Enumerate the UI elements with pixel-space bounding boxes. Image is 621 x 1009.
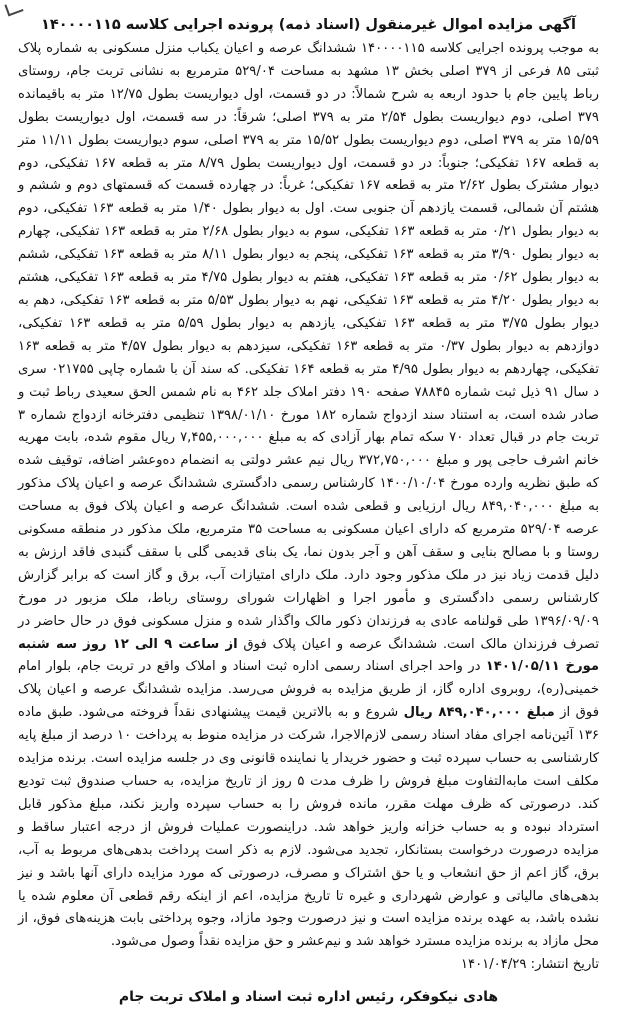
signature-line: هادی نیکوفکر، رئیس اداره ثبت اسناد و املاک تربت جام (118, 989, 499, 1006)
body-segment: در واحد اجرای اسناد رسمی اداره ثبت اسناد و املاک واقع در تربت جام، بلوار امام خمینی(ره)، روبروی اداره گاز، از طریق مزایده به فروش می‌رسد. مزایده ششدانگ عرصه و اعیان پلاک فوق از (18, 659, 600, 721)
auction-time-highlight: از ساعت ۹ الی ۱۲ روز سه شنبه مورخ ۱۴۰۱/۰۵/۱۱ (18, 636, 600, 675)
notice-body (18, 38, 599, 954)
body-segment: شروع و به بالاترین قیمت پیشنهادی نقداً فروخته می‌شود. طبق ماده ۱۳۶ آئین‌نامه اجرای مفاد اسناد رسمی لازم‌الاجرا، شرکت در مزایده منوط به پرداخت ۱۰ درصد از مبلغ پایه کارشناسی به حساب سپرده ثبت و حضور خریدار یا نماینده قانونی وی در جلسه مزایده است. برنده مزایده مکلف است مابه‌التفاوت مبلغ فروش را ظرف مدت ۵ روز از تاریخ مزایده، به حساب صندوق ثبت تودیع کند. درصورتی که ظرف مهلت مقرر، مانده فروش را به حساب سپرده واریز نکند، مبلغ مذکور قابل استرداد نبوده و به حساب خزانه واریز خواهد شد. دراینصورت عملیات فروش از درجه اعتبار ساقط و مزایده درصورت درخواست بستانکار، تجدید می‌شود. لازم به ذکر است پرداخت بدهی‌های مربوط به آب، برق، گاز اعم از حق انشعاب و یا حق اشتراک و مصرف، درصورتی که مورد مزایده دارای آنها باشد و نیز بدهی‌های مالیاتی و عوارض شهرداری و غیره تا تاریخ مزایده، اعم از اینکه رقم قطعی آن معلوم شده یا نشده باشد، به عهده برنده مزایده است و نیز درصورت وجود مازاد، وجوه پرداختی بابت هزینه‌های فوق، از محل مازاد به برنده مزایده مسترد خواهد شد و نیم‌عشر و حق مزایده نقداً وصول می‌شود. (18, 705, 599, 950)
base-price-highlight: مبلغ ۸۴۹,۰۴۰,۰۰۰ ریال (403, 705, 555, 721)
body-segment: به موجب پرونده اجرایی کلاسه ۱۴۰۰۰۰۱۱۵ ششدانگ عرصه و اعیان یکباب منزل مسکونی به شماره پلاک ثبتی ۸۵ فرعی از ۳۷۹ اصلی بخش ۱۳ مشهد به مساحت ۵۲۹/۰۴ مترمربع به نشانی تربت جام، روستای رباط پایین جام با حدود اربعه به شرح شمالاً: در دو قسمت، اول دیواریست بطول ۱۲/۷۵ متر به باقیمانده ۳۷۹ اصلی، دوم دیواریست بطول ۲/۵۴ متر به ۳۷۹ اصلی؛ شرقاً: در سه قسمت، اول دیواریست بطول ۱۵/۵۹ متر به ۳۷۹ اصلی، دوم دیواریست بطول ۱۵/۵۲ متر به ۳۷۹ اصلی، سوم دیواریست بطول ۱۱/۱۱ متر به قطعه ۱۶۷ تفکیکی؛ جنوباً: در دو قسمت، اول دیواریست بطول ۸/۷۹ متر به قطعه ۱۶۷ تفکیکی، دوم دیوار مشترک بطول ۲/۶۲ متر به قطعه ۱۶۷ تفکیکی؛ غرباً: در چهارده قسمت که قسمتهای دوم و ششم و هشتم آن شمالی، قسمت یازدهم آن جنوبی ست. اول به دیوار بطول ۱/۴۰ متر به قطعه ۱۶۳ تفکیکی، دوم به دیوار بطول ۰/۲۱ متر به قطعه ۱۶۳ تفکیکی، سوم به دیوار بطول ۲/۶۸ متر به قطعه ۱۶۳ تفکیکی، چهارم به دیوار بطول ۳/۹۰ متر به قطعه ۱۶۳ تفکیکی، پنجم به دیوار بطول ۸/۱۱ متر به قطعه ۱۶۳ تفکیکی، ششم به دیوار بطول ۰/۶۲ متر به قطعه ۱۶۳ تفکیکی، هفتم به دیوار بطول ۴/۷۵ متر به قطعه ۱۶۳ تفکیکی، هشتم به دیوار بطول ۴/۲۰ متر به قطعه ۱۶۳ تفکیکی، نهم به دیوار بطول ۵/۵۳ متر به قطعه ۱۶۳ تفکیکی، دهم به دیوار بطول ۳/۷۵ متر به قطعه ۱۶۳ تفکیکی، یازدهم به دیوار بطول ۵/۵۹ متر به قطعه ۱۶۳ تفکیکی، دوازدهم به دیوار بطول ۰/۳۷ متر به قطعه ۱۶۳ تفکیکی، سیزدهم به دیوار بطول ۴/۵۷ متر به قطعه ۱۶۳ تفکیکی، چهاردهم به دیوار بطول ۴/۹۵ متر به قطعه ۱۶۴ تفکیکی. که سند آن با شماره چاپی ۰۲۱۷۵۵ سری د سال ۹۱ ذیل ثبت شماره ۷۸۸۴۵ صفحه ۱۹۰ دفتر املاک جلد ۴۶۲ به نام شمس الحق سعیدی رباط ثبت و صادر شده است، به استناد سند ازدواج شماره ۱۸۲ مورخ ۱۳۹۸/۰۱/۱۰ تنظیمی دفترخانه ازدواج شماره ۳ تربت جام در قبال تعداد ۷۰ سکه تمام بهار آزادی که به مبلغ ۷,۴۵۵,۰۰۰,۰۰۰ ریال مقوم شده، بابت مهریه خانم اشرف حاجی پور و مبلغ ۳۷۲,۷۵۰,۰۰۰ ریال نیم عشر دولتی به انضمام ده‌وعشر اضافه، توقیف شده که طبق نظریه وارده مورخ ۱۴۰۰/۱۰/۰۴ کارشناس رسمی دادگستری ششدانگ عرصه و اعیان پلاک مذکور به مبلغ ۸۴۹,۰۴۰,۰۰۰ ریال ارزیابی و قطعی شده است. ششدانگ عرصه و اعیان پلاک فوق به مساحت عرصه ۵۲۹/۰۴ مترمربع که دارای اعیان مسکونی به مساحت ۳۵ مترمربع، ملک مذکور در منطقه مسکونی روستا و با مصالح بنایی و سقف آهن و آجر بدون نما، یک بنای قدیمی گلی با سقف گنبدی فاقد ارزش به دلیل قدمت زیاد نیز در ملک مذکور وجود دارد. ملک دارای امتیازات آب، برق و گاز است که برابر گزارش کارشناس رسمی دادگستری و مأمور اجرا و اظهارات شورای روستای رباط، ملک مزبور در مورخ ۱۳۹۶/۰۹/۰۹ طی قولنامه عادی به فرزندان ذکور مالک واگذار شده و منزل مسکونی فوق در حال حاضر در تصرف فرزندان مالک است. ششدانگ عرصه و اعیان پلاک فوق (18, 41, 600, 652)
notice-title: آگهی مزایده اموال غیرمنقول (اسناد ذمه) پرونده اجرایی کلاسه ۱۴۰۰۰۰۱۱۵ (41, 17, 576, 33)
publication-date: تاریخ انتشار: ۱۴۰۱/۰۴/۲۹ (460, 957, 599, 973)
